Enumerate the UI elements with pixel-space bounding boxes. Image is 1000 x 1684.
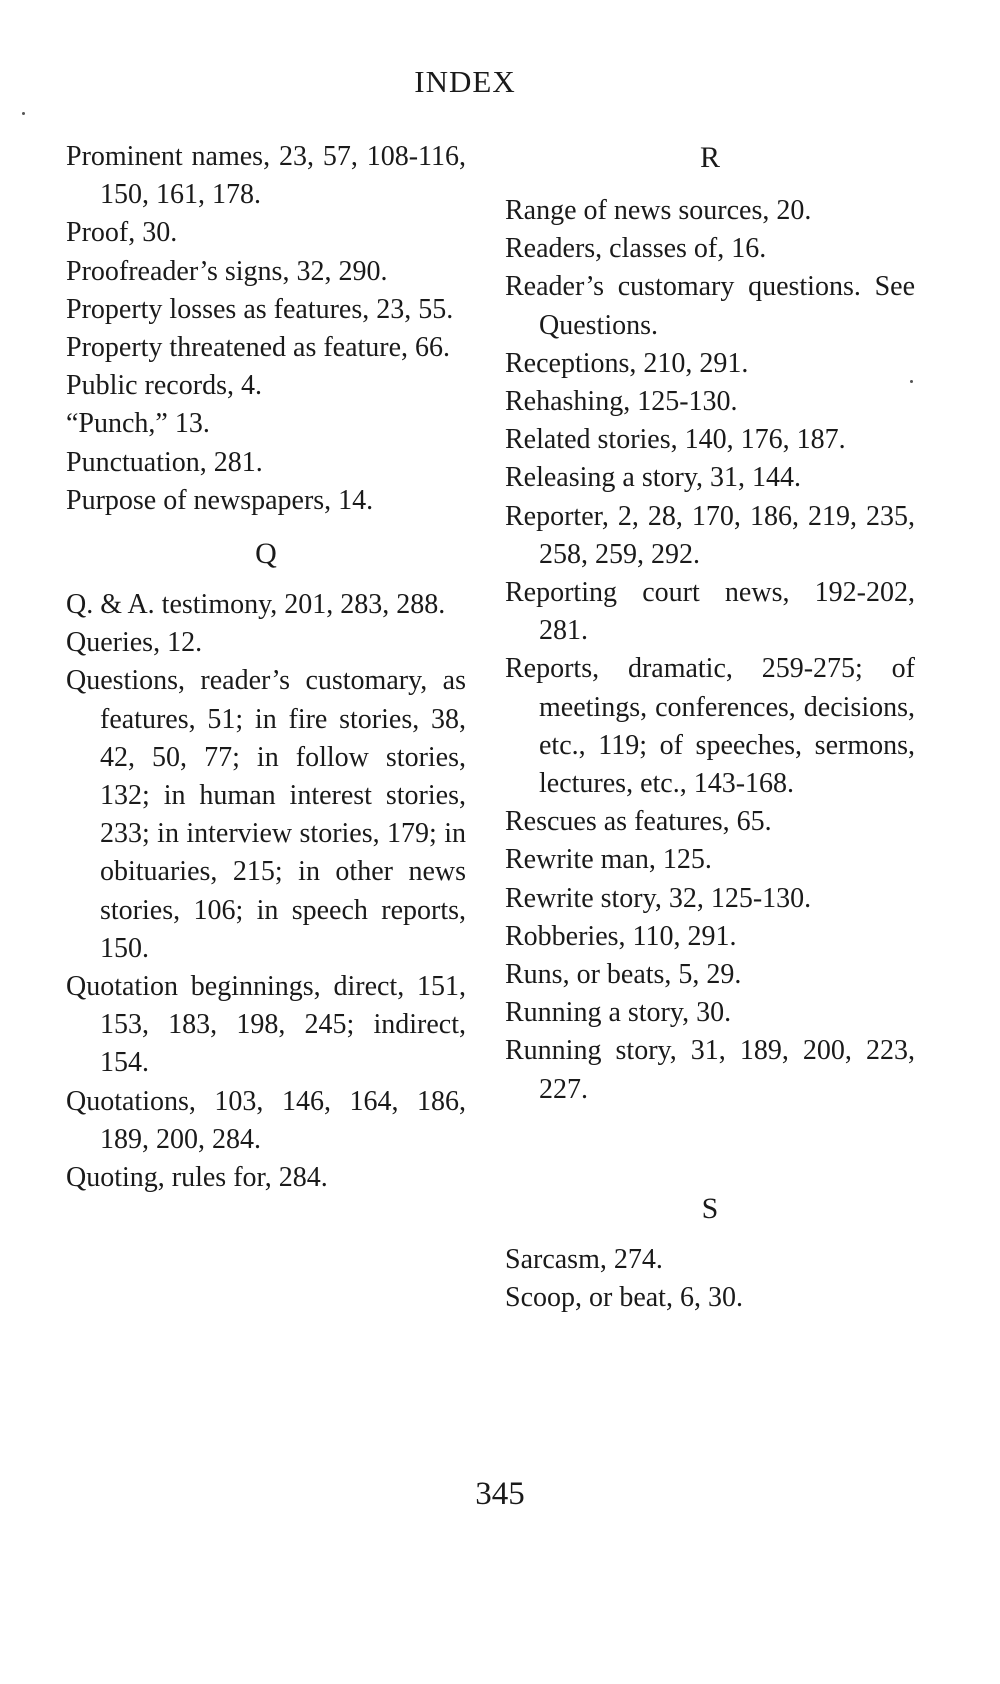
- index-entry: Questions, reader’s customary, as features, 51; in fire stories, 38, 42, 50, 77; in follow stories, 132; in human interest stories, 233; in interview stories, 179; in obituaries, 215; in other news stories, 106; in speech reports, 150.: [66, 665, 466, 964]
- index-column-left: [66, 138, 466, 1197]
- index-entry: Proofreader’s signs, 32, 290.: [66, 255, 388, 287]
- index-entry: Sarcasm, 274.: [505, 1243, 663, 1275]
- index-entry: Rehashing, 125-130.: [505, 386, 738, 418]
- index-entry: Runs, or beats, 5, 29.: [505, 959, 742, 991]
- index-entry: Reporting court news, 192-202, 281.: [505, 577, 915, 647]
- index-entry: Punctuation, 281.: [66, 446, 263, 478]
- index-entry: Quotation beginnings, direct, 151, 153, 183, 198, 245; indirect, 154.: [66, 971, 466, 1079]
- index-entry: Quotations, 103, 146, 164, 186, 189, 200, 284.: [66, 1085, 466, 1155]
- index-entry: Queries, 12.: [66, 627, 203, 659]
- index-entry: Robberies, 110, 291.: [505, 920, 737, 952]
- section-letter-s: S: [701, 1191, 719, 1225]
- page-title: INDEX: [414, 64, 516, 99]
- index-entry: Releasing a story, 31, 144.: [505, 462, 802, 494]
- index-entry: Proof, 30.: [66, 217, 178, 249]
- index-entry: Purpose of newspapers, 14.: [66, 484, 374, 516]
- index-entry: Rewrite man, 125.: [505, 844, 712, 876]
- index-entry: Readers, classes of, 16.: [505, 233, 767, 265]
- page-number: 345: [475, 1476, 525, 1512]
- scan-speck: [910, 380, 913, 383]
- index-entry: Quoting, rules for, 284.: [66, 1162, 328, 1194]
- index-entry: Running a story, 30.: [505, 997, 732, 1029]
- index-entry: Prominent names, 23, 57, 108-116, 150, 161, 178.: [66, 141, 466, 211]
- index-entry: Reports, dramatic, 259-275; of meetings, conferences, decisions, etc., 119; of speeches, sermons, lectures, etc., 143-168.: [505, 653, 915, 800]
- index-entry: Property losses as features, 23, 55.: [66, 293, 454, 325]
- scan-speck: [22, 112, 25, 115]
- index-entry: Range of news sources, 20.: [505, 195, 812, 226]
- index-entry: Public records, 4.: [66, 370, 262, 402]
- index-entry: Rescues as features, 65.: [505, 806, 772, 838]
- index-entry: Scoop, or beat, 6, 30.: [505, 1282, 743, 1314]
- index-entry: Reporter, 2, 28, 170, 186, 219, 235, 258, 259, 292.: [505, 500, 915, 570]
- index-entry: “Punch,” 13.: [66, 408, 210, 440]
- section-letter-r: R: [699, 141, 720, 174]
- index-entry: Rewrite story, 32, 125-130.: [505, 882, 812, 914]
- index-column-right: [505, 138, 915, 1317]
- index-entry: Q. & A. testimony, 201, 283, 288.: [66, 589, 446, 621]
- section-letter-q: Q: [255, 537, 277, 571]
- index-entry: Related stories, 140, 176, 187.: [505, 424, 846, 456]
- index-entry-see-reference: Reader’s customary questions. See Questions.: [505, 271, 915, 341]
- index-entry: Property threatened as feature, 66.: [66, 332, 451, 364]
- index-entry: Receptions, 210, 291.: [505, 347, 749, 379]
- index-entry: Running story, 31, 189, 200, 223, 227.: [505, 1035, 915, 1105]
